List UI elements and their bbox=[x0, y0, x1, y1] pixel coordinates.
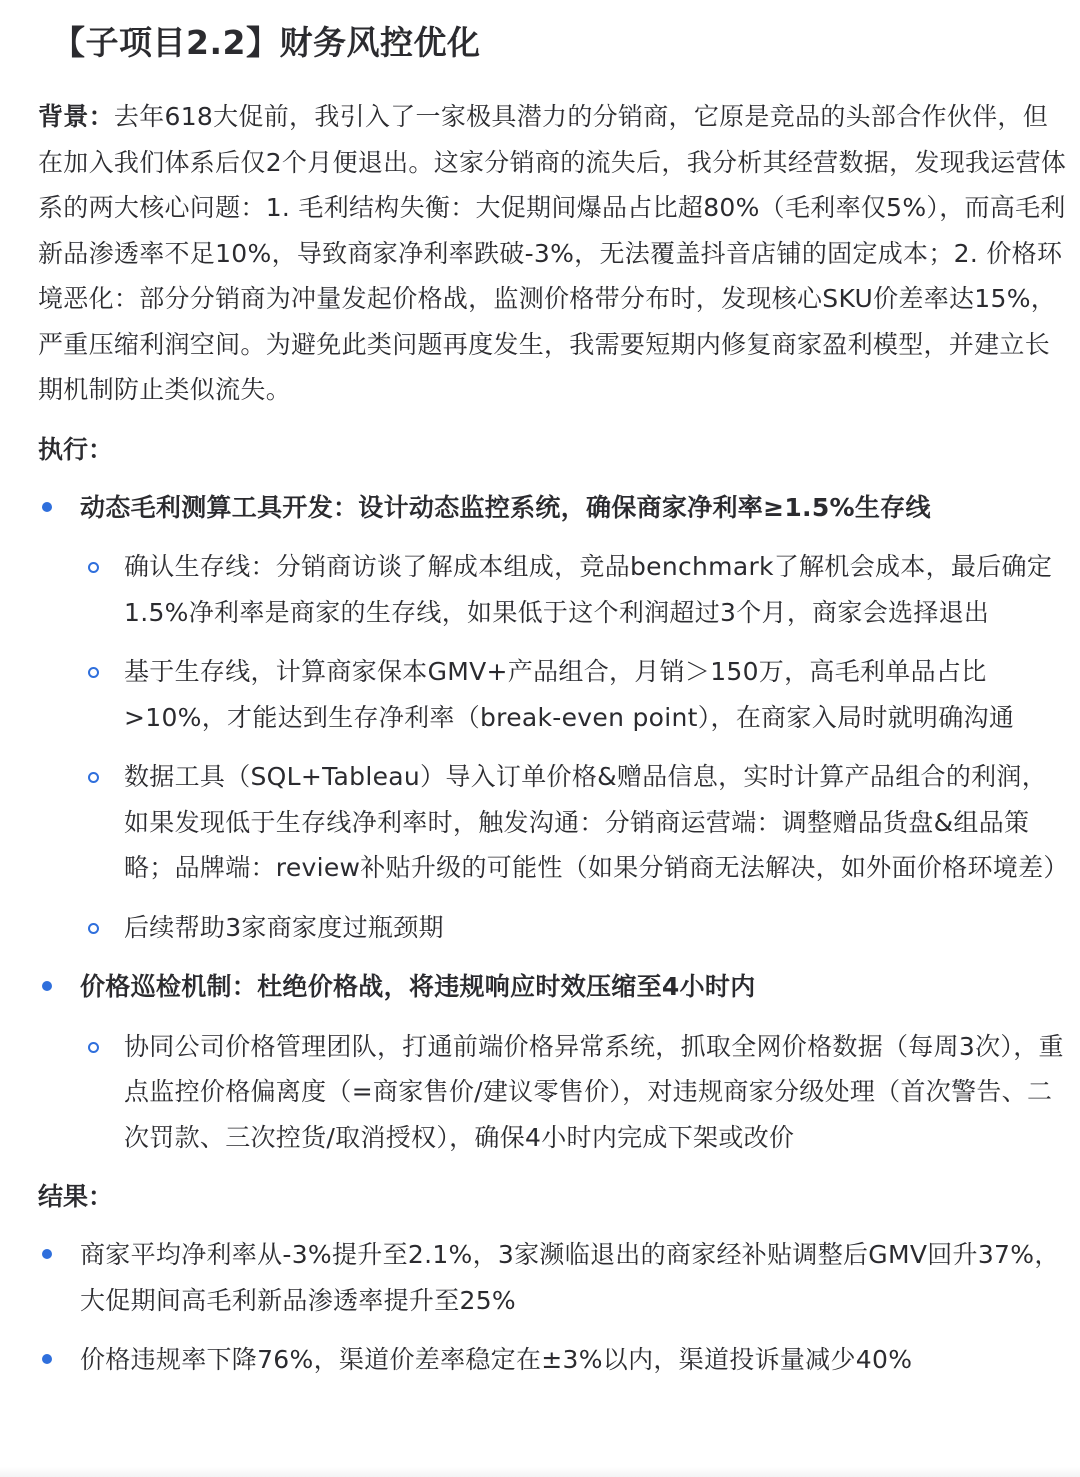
bottom-edge bbox=[0, 1467, 1080, 1477]
sub-list bbox=[80, 1024, 1072, 1161]
sub-list bbox=[80, 544, 1072, 950]
sub-list-item-text: 数据工具（SQL+Tableau）导入订单价格&赠品信息，实时计算产品组合的利润，如果发现低于生存线净利率时，触发沟通：分销商运营端：调整赠品货盘&组品策略；品牌端：review补贴升级的可能性（如果分销商无法解决，如外面价格环境差） bbox=[124, 762, 1069, 882]
bullet-ring-icon bbox=[88, 562, 99, 573]
list-item bbox=[38, 1337, 1072, 1383]
sub-list-item bbox=[80, 544, 1072, 635]
bullet-dot-icon bbox=[42, 502, 52, 512]
bullet-ring-icon bbox=[88, 772, 99, 783]
sub-list-item bbox=[80, 1024, 1072, 1161]
list-item bbox=[38, 964, 1072, 1160]
sub-list-item-text: 基于生存线，计算商家保本GMV+产品组合，月销＞150万，高毛利单品占比>10%，才能达到生存净利率（break-even point），在商家入局时就明确沟通 bbox=[124, 657, 1015, 732]
bullet-dot-icon bbox=[42, 981, 52, 991]
list-item-heading: 价格巡检机制：杜绝价格战，将违规响应时效压缩至4小时内 bbox=[80, 972, 756, 1001]
background-text: 去年618大促前，我引入了一家极具潜力的分销商，它原是竞品的头部合作伙伴，但在加入我们体系后仅2个月便退出。这家分销商的流失后，我分析其经营数据，发现我运营体系的两大核心问题：1. 毛利结构失衡：大促期间爆品占比超80%（毛利率仅5%），而高毛利新品渗透率不足10%，导致商家净利率跌破-3%，无法覆盖抖音店铺的固定成本；2. 价格环境恶化：部分分销商为冲量发起价格战，监测价格带分布时，发现核心SKU价差率达15%，严重压缩利润空间。为避免此类问题再度发生，我需要短期内修复商家盈利模型，并建立长期机制防止类似流失。 bbox=[38, 102, 1067, 404]
list-item-text: 商家平均净利率从-3%提升至2.1%，3家濒临退出的商家经补贴调整后GMV回升37%，大促期间高毛利新品渗透率提升至25% bbox=[80, 1240, 1060, 1315]
sub-list-item bbox=[80, 649, 1072, 740]
sub-list-item bbox=[80, 754, 1072, 891]
execution-label: 执行： bbox=[38, 434, 114, 464]
list-item-text: 价格违规率下降76%，渠道价差率稳定在±3%以内，渠道投诉量减少40% bbox=[80, 1345, 913, 1374]
background-paragraph bbox=[38, 94, 1072, 413]
bullet-dot-icon bbox=[42, 1354, 52, 1364]
sub-list-item-text: 协同公司价格管理团队，打通前端价格异常系统，抓取全网价格数据（每周3次），重点监控价格偏离度（=商家售价/建议零售价），对违规商家分级处理（首次警告、二次罚款、三次控货/取消授权），确保4小时内完成下架或改价 bbox=[124, 1031, 1064, 1152]
background-label: 背景： bbox=[38, 102, 114, 131]
execution-list bbox=[38, 485, 1072, 1161]
bullet-ring-icon bbox=[88, 1042, 99, 1053]
bullet-ring-icon bbox=[88, 667, 99, 678]
bullet-dot-icon bbox=[42, 1249, 52, 1259]
list-item-heading: 动态毛利测算工具开发：设计动态监控系统，确保商家净利率≥1.5%生存线 bbox=[80, 492, 931, 522]
sub-list-item-text: 后续帮助3家商家度过瓶颈期 bbox=[124, 912, 444, 942]
list-item bbox=[38, 1232, 1072, 1323]
page-title: 【子项目2.2】财务风控优化 bbox=[52, 23, 481, 62]
bullet-ring-icon bbox=[88, 923, 99, 934]
sub-list-item bbox=[80, 905, 1072, 951]
list-item bbox=[38, 485, 1072, 951]
results-label: 结果： bbox=[38, 1182, 114, 1211]
sub-list-item-text: 确认生存线：分销商访谈了解成本组成，竞品benchmark了解机会成本，最后确定1.5%净利率是商家的生存线，如果低于这个利润超过3个月，商家会选择退出 bbox=[124, 552, 1053, 627]
results-list bbox=[38, 1232, 1072, 1383]
